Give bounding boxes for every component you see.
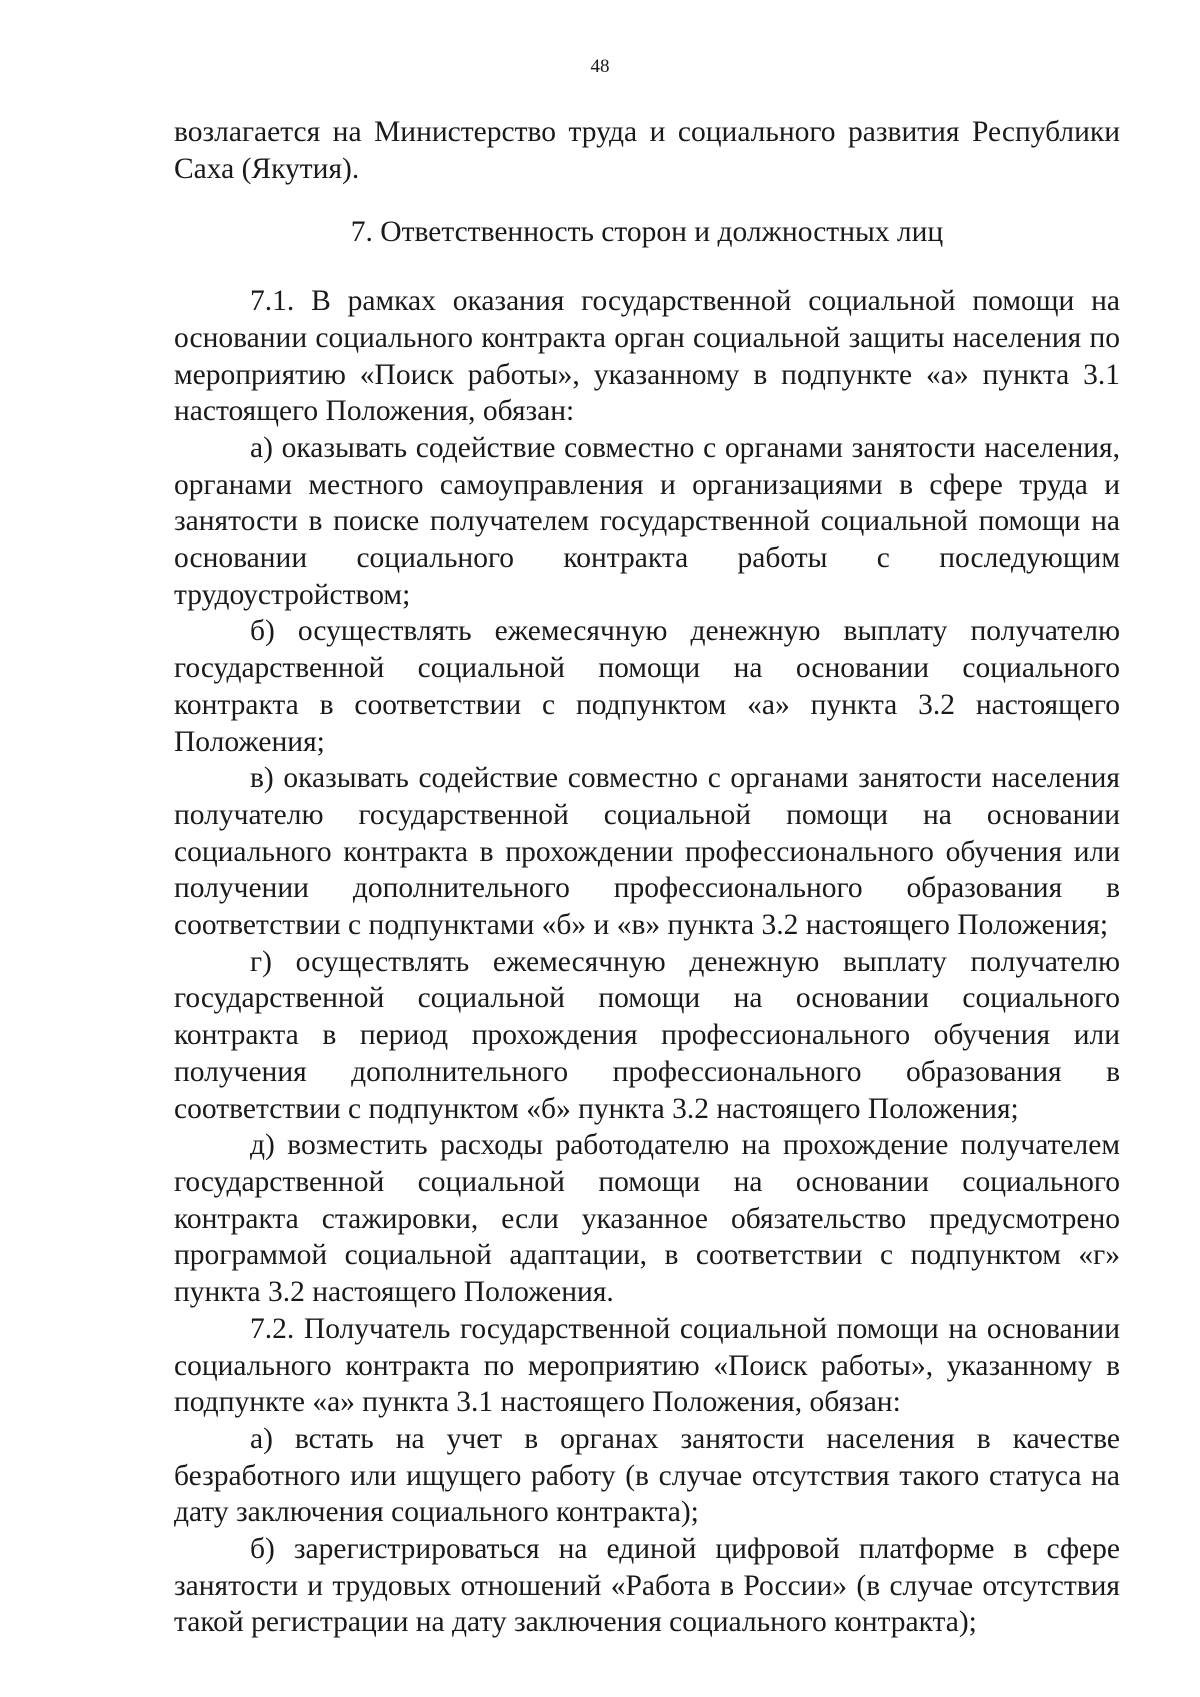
intro-paragraph: возлагается на Министерство труда и социального развития Республики Саха (Якутия). <box>174 116 1120 185</box>
clause-7-1-g: г) осуществлять ежемесячную денежную выплату получателю государственной социальной помощи на основании социального контракта в период прохождения профессионального обучения или получения дополнительного профессионального образования в соответствии с подпунктом «б» пункта 3.2 настоящего Положения; <box>174 945 1120 1125</box>
section-heading: 7. Ответственность сторон и должностных лиц <box>350 216 944 249</box>
clause-7-1: 7.1. В рамках оказания государственной социальной помощи на основании социального контракта орган социальной защиты населения по мероприятию «Поиск работы», указанному в подпункте «а» пункта 3.1 настоящего Положения, обязан: <box>174 285 1120 428</box>
clause-7-1-d: д) возместить расходы работодателю на прохождение получателем государственной социальной помощи на основании социального контракта стажировки, если указанное обязательство предусмотрено программой социальной адаптации, в соответствии с подпунктом «г» пункта 3.2 настоящего Положения. <box>174 1129 1120 1309</box>
clause-7-2-b: б) зарегистрироваться на единой цифровой платформе в сфере занятости и трудовых отношений «Работа в России» (в случае отсутствия такой регистрации на дату заключения социального контракта); <box>174 1533 1120 1639</box>
document-body <box>174 114 1120 1641</box>
clause-7-2-a: а) встать на учет в органах занятости населения в качестве безработного или ищущего работу (в случае отсутствия такого статуса на дату заключения социального контракта); <box>174 1422 1120 1529</box>
clause-7-1-v: в) оказывать содействие совместно с органами занятости населения получателю государственной социальной помощи на основании социального контракта в прохождении профессионального обучения или получении дополнительного профессионального образования в соответствии с подпунктами «б» и «в» пункта 3.2 настоящего Положения; <box>174 762 1120 942</box>
clause-7-1-a: а) оказывать содействие совместно с органами занятости населения, органами местного самоуправления и организациями в сфере труда и занятости в поиске получателем государственной социальной помощи на основании социального контракта работы с последующим трудоустройством; <box>174 431 1120 611</box>
clause-7-2: 7.2. Получатель государственной социальной помощи на основании социального контракта по мероприятию «Поиск работы», указанному в подпункте «а» пункта 3.1 настоящего Положения, обязан: <box>174 1312 1120 1419</box>
page-number: 48 <box>590 56 610 77</box>
clause-7-1-b: б) осуществлять ежемесячную денежную выплату получателю государственной социальной помощи на основании социального контракта в соответствии с подпунктом «а» пункта 3.2 настоящего Положения; <box>174 615 1120 758</box>
